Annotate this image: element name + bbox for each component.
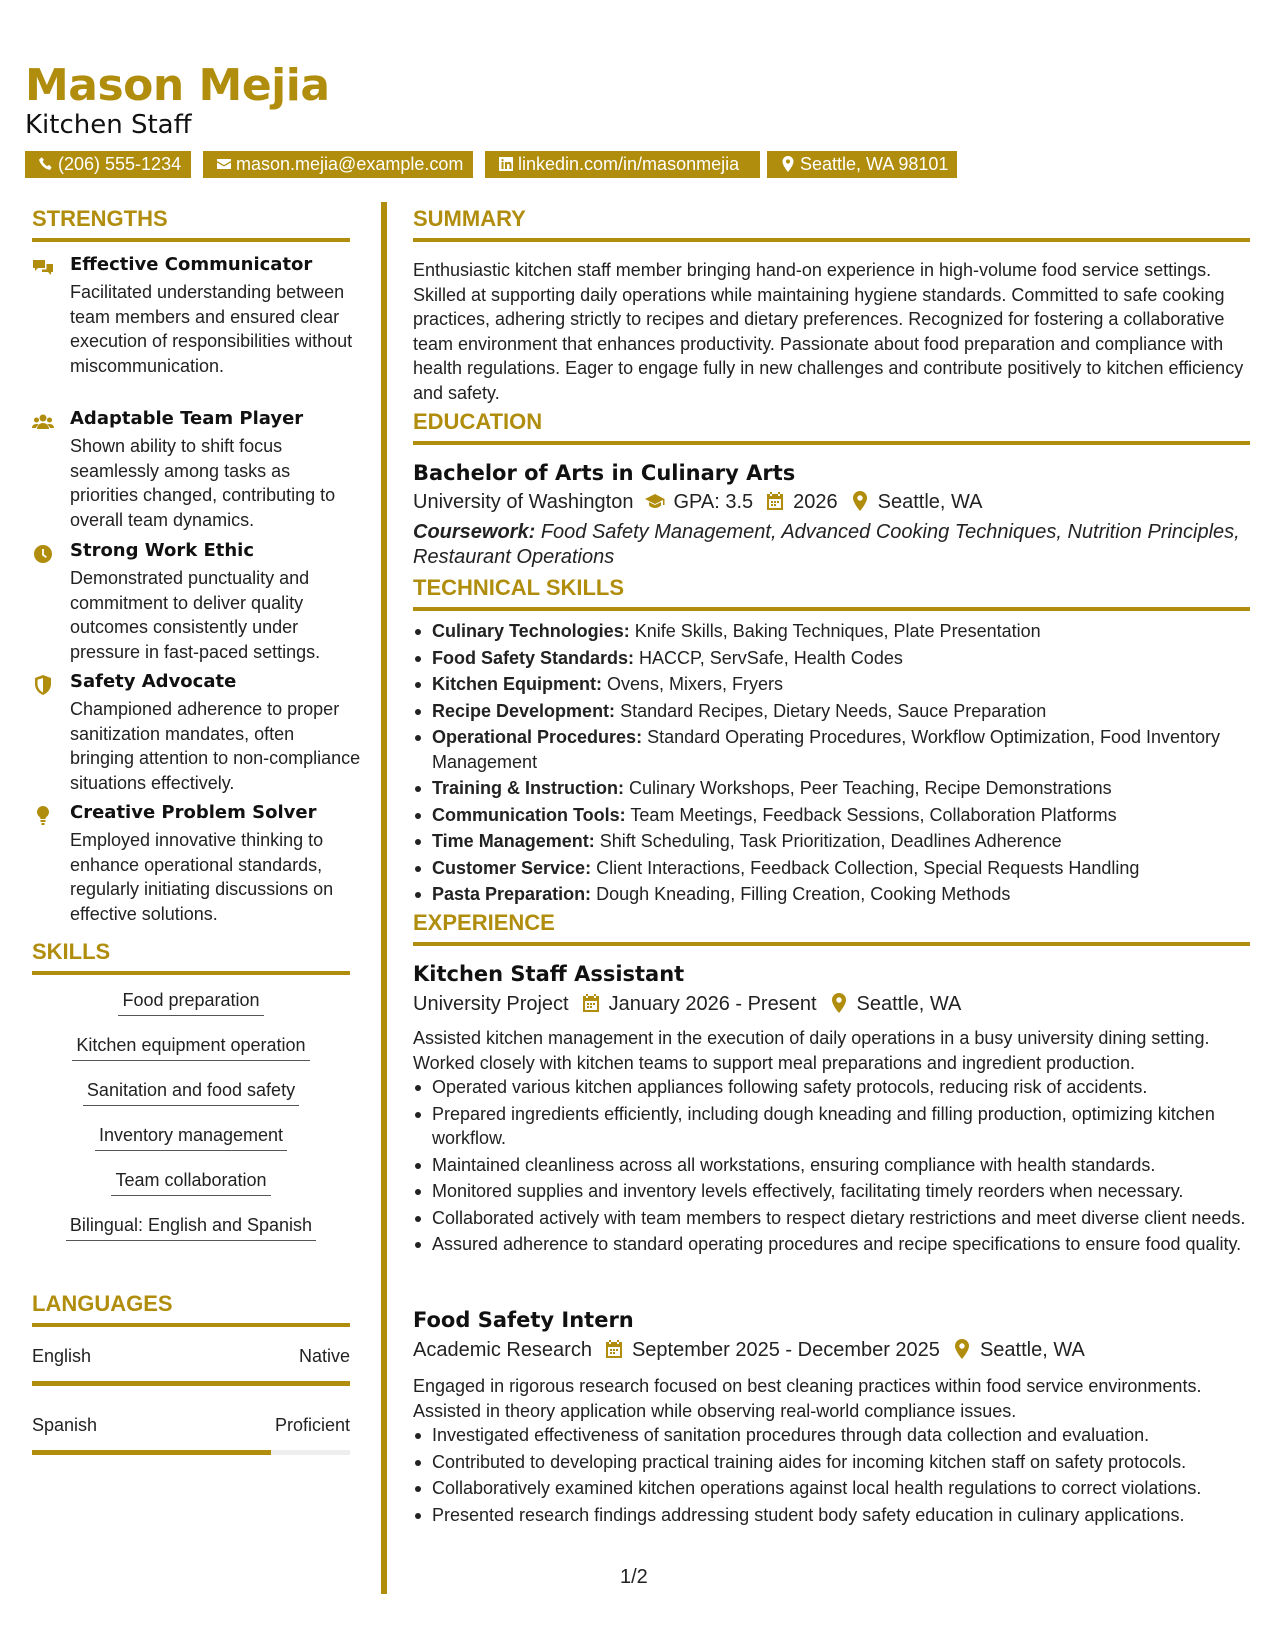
- page-number: 1/2: [620, 1566, 648, 1588]
- candidate-name: Mason Mejia: [25, 60, 330, 111]
- skill-values: Shift Scheduling, Task Prioritization, Deadlines Adherence: [599, 831, 1062, 851]
- list-item: Prepared ingredients efficiently, including dough kneading and filling production, optimizing kitchen workflow.: [413, 1102, 1253, 1151]
- skill-values: Team Meetings, Feedback Sessions, Collaboration Platforms: [630, 804, 1117, 825]
- strength-desc: Employed innovative thinking to enhance operational standards, regularly initiating discussions on effective solutions.: [70, 830, 334, 924]
- languages-heading: LANGUAGES: [32, 1291, 350, 1327]
- strength-title: Strong Work Ethic: [70, 540, 255, 561]
- strength-desc: Demonstrated punctuality and commitment to deliver quality outcomes consistently under pressure in fast-paced settings.: [70, 568, 321, 662]
- coursework-list: Food Safety Management, Advanced Cooking Techniques, Nutrition Principles, Restaurant Operations: [413, 521, 1240, 568]
- coursework: [413, 520, 1253, 570]
- skill-label: Team collaboration: [111, 1170, 270, 1196]
- strength-desc: Championed adherence to proper sanitization mandates, often bringing attention to non-compliance situations effectively.: [70, 699, 361, 793]
- linkedin-icon: [498, 156, 514, 172]
- technical-skills-heading: TECHNICAL SKILLS: [413, 575, 1250, 611]
- job-org: Academic Research: [413, 1339, 592, 1361]
- job-description: Assisted kitchen management in the execution of daily operations in a busy university dining setting. Worked closely with kitchen teams to support meal preparations and ingredient production.: [413, 1028, 1210, 1073]
- skill-item: [32, 1215, 350, 1241]
- skill-category: Customer Service:: [432, 857, 592, 878]
- shield-icon: [32, 675, 54, 695]
- language-level: Native: [298, 1346, 350, 1366]
- comments-icon: [32, 258, 54, 278]
- job-dates: September 2025 - December 2025: [631, 1339, 940, 1361]
- skill-category: Pasta Preparation:: [432, 884, 592, 904]
- contact-email[interactable]: [203, 151, 473, 178]
- education-heading: EDUCATION: [413, 409, 1250, 445]
- skill-label: Inventory management: [95, 1125, 287, 1151]
- strength-title: Creative Problem Solver: [70, 802, 317, 823]
- experience-heading: EXPERIENCE: [413, 910, 1250, 946]
- list-item: Collaborated actively with team members to respect dietary restrictions and meet diverse client needs.: [413, 1206, 1253, 1231]
- calendar-icon: [581, 993, 601, 1013]
- strength-title: Safety Advocate: [70, 671, 237, 692]
- gpa-value: GPA: 3.5: [673, 491, 754, 513]
- strength-desc: Shown ability to shift focus seamlessly among tasks as priorities changed, contributing to overall team dynamics.: [70, 436, 336, 530]
- degree-title: Bachelor of Arts in Culinary Arts: [413, 461, 796, 485]
- calendar-icon: [765, 491, 785, 511]
- list-item: Presented research findings addressing student body safety education in culinary applications.: [413, 1503, 1253, 1528]
- list-item: [413, 699, 1253, 724]
- job-meta: [413, 993, 961, 1016]
- job-org: University Project: [413, 993, 569, 1015]
- strength-title: Adaptable Team Player: [70, 408, 304, 429]
- job-location: Seattle, WA: [979, 1339, 1085, 1361]
- school-name: University of Washington: [413, 491, 634, 513]
- skill-category: Culinary Technologies:: [432, 621, 630, 641]
- skills-heading: SKILLS: [32, 939, 350, 975]
- technical-skills-list: [413, 619, 1253, 909]
- job-meta: [413, 1339, 1085, 1362]
- skill-item: [32, 1080, 350, 1106]
- skill-category: Food Safety Standards:: [432, 647, 635, 668]
- summary-text: Enthusiastic kitchen staff member bringing hand-on experience in high-volume food service settings. Skilled at supporting daily operations while maintaining hygiene standards. Committed to safe cooking practices, adhering strictly to recipes and dietary preferences. Recognized for fostering a collaborative team environment that enhances productivity. Passionate about food preparation and compliance with health regulations. Eager to engage fully in new challenges and contribute positively to kitchen efficiency and safety.: [413, 260, 1244, 403]
- location-pin-icon: [952, 1339, 972, 1359]
- list-item: Collaboratively examined kitchen operations against local health regulations to correct violations.: [413, 1476, 1253, 1501]
- contact-phone[interactable]: [25, 151, 191, 178]
- skill-label: Bilingual: English and Spanish: [66, 1215, 316, 1241]
- skill-category: Kitchen Equipment:: [432, 674, 602, 694]
- list-item: [413, 829, 1253, 854]
- job-title-heading: Kitchen Staff: [25, 110, 192, 140]
- skill-category: Recipe Development:: [432, 700, 616, 721]
- job-title: Kitchen Staff Assistant: [413, 962, 685, 986]
- language-name: Spanish: [32, 1415, 98, 1435]
- skill-values: Standard Recipes, Dietary Needs, Sauce Preparation: [620, 700, 1047, 721]
- list-item: [413, 776, 1253, 801]
- job-bullets: [413, 1075, 1253, 1259]
- job-bullets: [413, 1423, 1253, 1529]
- skill-values: Ovens, Mixers, Fryers: [607, 674, 784, 694]
- education-meta: [413, 491, 983, 514]
- contact-email-text: mason.mejia@example.com: [236, 154, 464, 174]
- language-proficiency-fill: [32, 1450, 271, 1455]
- column-divider: [381, 202, 387, 1594]
- skill-category: Training & Instruction:: [432, 778, 624, 798]
- contact-location-text: Seattle, WA 98101: [800, 154, 949, 174]
- graduation-cap-icon: [645, 491, 665, 511]
- contact-linkedin-text: linkedin.com/in/masonmejia: [518, 154, 740, 174]
- location-pin-icon: [829, 993, 849, 1013]
- list-item: [413, 672, 1253, 697]
- skill-values: HACCP, ServSafe, Health Codes: [639, 647, 903, 668]
- skill-values: Client Interactions, Feedback Collection, Special Requests Handling: [596, 857, 1140, 878]
- skill-category: Communication Tools:: [432, 804, 626, 825]
- language-proficiency-bar: [32, 1450, 350, 1455]
- list-item: Maintained cleanliness across all workstations, ensuring compliance with health standards.: [413, 1153, 1253, 1178]
- list-item: [413, 619, 1253, 644]
- skill-values: Standard Operating Procedures, Workflow Optimization, Food Inventory Management: [432, 727, 1221, 772]
- skill-item: [32, 1035, 350, 1061]
- school-location: Seattle, WA: [877, 491, 983, 513]
- list-item: Assured adherence to standard operating procedures and recipe specifications to ensure food quality.: [413, 1232, 1253, 1257]
- skill-item: [32, 1170, 350, 1196]
- language-level: Proficient: [274, 1415, 350, 1435]
- graduation-year: 2026: [793, 491, 838, 513]
- contact-phone-text: (206) 555-1234: [58, 154, 182, 174]
- skill-values: Knife Skills, Baking Techniques, Plate Presentation: [634, 621, 1041, 641]
- language-proficiency-bar: [32, 1381, 350, 1386]
- skill-label: Kitchen equipment operation: [72, 1035, 309, 1061]
- summary-heading: SUMMARY: [413, 206, 1250, 242]
- location-pin-icon: [780, 156, 796, 172]
- lightbulb-icon: [32, 806, 54, 826]
- skill-label: Sanitation and food safety: [83, 1080, 299, 1106]
- list-item: [413, 646, 1253, 671]
- users-icon: [32, 412, 54, 432]
- skill-values: Culinary Workshops, Peer Teaching, Recipe Demonstrations: [629, 778, 1112, 798]
- skill-item: [32, 1125, 350, 1151]
- skill-label: Food preparation: [118, 990, 263, 1016]
- envelope-icon: [216, 156, 232, 172]
- phone-icon: [38, 156, 54, 172]
- list-item: [413, 856, 1253, 881]
- location-pin-icon: [850, 491, 870, 511]
- list-item: Operated various kitchen appliances following safety protocols, reducing risk of accidents.: [413, 1075, 1253, 1100]
- strength-title: Effective Communicator: [70, 254, 313, 275]
- job-title: Food Safety Intern: [413, 1308, 634, 1332]
- calendar-icon: [604, 1339, 624, 1359]
- skill-category: Operational Procedures:: [432, 727, 643, 747]
- skill-values: Dough Kneading, Filling Creation, Cooking Methods: [596, 884, 1011, 904]
- contact-linkedin[interactable]: [485, 151, 760, 178]
- list-item: Investigated effectiveness of sanitation procedures through data collection and evaluation.: [413, 1423, 1253, 1448]
- coursework-label: Coursework:: [413, 521, 536, 543]
- job-location: Seattle, WA: [856, 993, 962, 1015]
- language-proficiency-fill: [32, 1381, 350, 1386]
- strength-desc: Facilitated understanding between team members and ensured clear execution of responsibilities without miscommunication.: [70, 282, 353, 376]
- language-name: English: [32, 1346, 92, 1366]
- list-item: [413, 882, 1253, 907]
- list-item: Contributed to developing practical training aides for incoming kitchen staff on safety protocols.: [413, 1450, 1253, 1475]
- skill-category: Time Management:: [432, 831, 595, 851]
- contact-location[interactable]: [767, 151, 957, 178]
- list-item: Monitored supplies and inventory levels effectively, facilitating timely reorders when necessary.: [413, 1179, 1253, 1204]
- list-item: [413, 725, 1253, 774]
- list-item: [413, 803, 1253, 828]
- skill-item: [32, 990, 350, 1016]
- strengths-heading: STRENGTHS: [32, 206, 350, 242]
- job-description: Engaged in rigorous research focused on best cleaning practices within food service environments. Assisted in theory application while observing real-world compliance issues.: [413, 1376, 1202, 1421]
- clock-icon: [32, 544, 54, 564]
- job-dates: January 2026 - Present: [608, 993, 817, 1015]
